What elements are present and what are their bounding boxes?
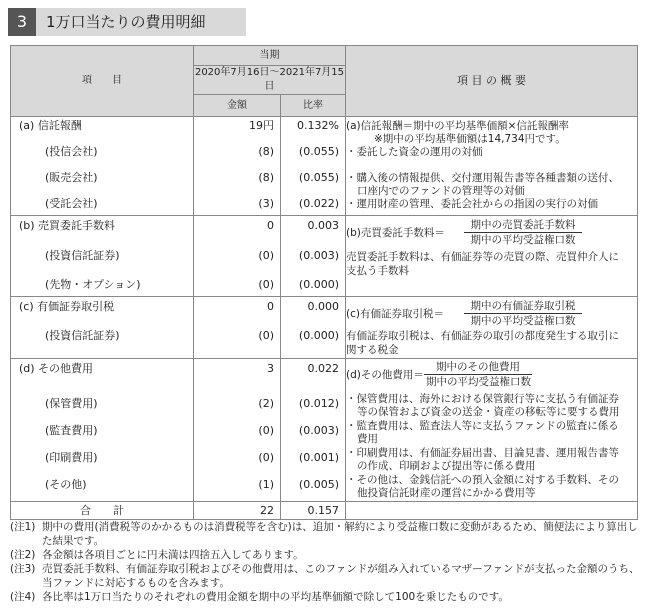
formula-denominator: 期中の平均受益権口数 — [470, 315, 576, 327]
row-ratio: 0.003 — [307, 219, 339, 232]
formula-fraction — [424, 360, 532, 389]
row-amount: (0) — [258, 249, 274, 262]
note-text: 各金額は各項目ごとに円未満は四捨五入してあります。 — [42, 549, 304, 561]
note-text: 売買委託手数料、有価証券取引税およびその他費用は、このファンドが組み入れているマザーファンドが支払った金額のうち、当ファンドに対応するものを含みます。 — [42, 563, 640, 589]
desc-line: の作成、印刷および提出等に係る費用 — [357, 460, 536, 472]
row-label: (印刷費用) — [45, 451, 98, 464]
desc-line: 口座内でのファンドの管理等の対価 — [357, 185, 525, 197]
row-label: (b) 売買委託手数料 — [19, 219, 116, 232]
formula-denominator: 期中の平均受益権口数 — [426, 376, 531, 388]
group-d-items — [11, 359, 194, 502]
group-b-amounts — [194, 216, 281, 297]
row-label: (受託会社) — [45, 197, 98, 210]
row-label: (販売会社) — [45, 171, 98, 184]
group-c-ratios — [281, 297, 346, 359]
desc-line: ・保管費用は、海外における保管銀行等に支払う有価証券 — [346, 393, 619, 405]
total-description — [346, 502, 638, 520]
row-ratio: (0.000) — [298, 329, 339, 342]
formula-lhs: (b)売買委託手数料＝ — [346, 227, 445, 239]
row-label: (d) その他費用 — [19, 362, 94, 375]
row-ratio: 0.132% — [297, 119, 339, 132]
row-amount: (0) — [258, 329, 274, 342]
group-b-ratios — [281, 216, 346, 297]
formula-fraction — [464, 299, 582, 328]
note-item — [10, 520, 640, 548]
desc-line: ※期中の平均基準価額は14,734円です。 — [374, 133, 566, 145]
group-a-description — [346, 117, 638, 216]
note-key: (注3) — [10, 563, 36, 575]
row-ratio: (0.022) — [298, 197, 339, 210]
group-d-ratios — [281, 359, 346, 502]
group-b-description — [346, 216, 638, 297]
row-label: (先物・オプション) — [45, 278, 141, 291]
desc-line: ・運用財産の管理、委託会社からの指図の実行の対価 — [346, 198, 598, 210]
desc-line: 支払う手数料 — [346, 265, 409, 277]
desc-line: ・購入後の情報提供、交付運用報告書等各種書類の送付、 — [346, 172, 619, 184]
section-header — [8, 8, 246, 36]
note-key: (注4) — [10, 591, 36, 603]
desc-line: ・監査費用は、監査法人等に支払うファンドの監査に係る — [346, 420, 619, 432]
total-label: 合 計 — [11, 502, 194, 520]
row-ratio: (0.003) — [298, 249, 339, 262]
desc-line: 売買委託手数料は、有価証券等の売買の際、売買仲介人に — [346, 251, 619, 263]
row-amount: 0 — [267, 300, 274, 313]
fee-table — [10, 45, 638, 520]
group-b-items — [11, 216, 194, 297]
row-amount: (3) — [258, 197, 274, 210]
note-key: (注2) — [10, 549, 36, 561]
group-c-description — [346, 297, 638, 359]
header-amount: 金額 — [194, 95, 281, 117]
note-text: 各比率は1万口当たりのそれぞれの費用金額を期中の平均基準価額で除して100を乗じたものです。 — [42, 591, 509, 603]
row-amount: (0) — [258, 278, 274, 291]
header-item: 項 目 — [11, 46, 194, 117]
row-label: (保管費用) — [45, 397, 98, 410]
desc-line: ・委託した資金の運用の対価 — [346, 146, 483, 158]
row-ratio: (0.001) — [298, 451, 339, 464]
row-ratio: (0.055) — [298, 171, 339, 184]
header-period: 当期 — [194, 46, 346, 66]
row-ratio: (0.000) — [298, 278, 339, 291]
notes — [10, 520, 640, 604]
group-d-description — [346, 359, 638, 502]
note-key: (注1) — [10, 521, 36, 533]
desc-line: 有価証券取引税は、有価証券の取引の都度発生する取引に — [346, 330, 619, 342]
row-amount: 0 — [267, 219, 274, 232]
row-amount: 19円 — [249, 119, 274, 132]
note-item — [10, 562, 640, 590]
row-ratio: (0.055) — [298, 145, 339, 158]
row-ratio: 0.022 — [307, 362, 339, 375]
formula-numerator: 期中のその他費用 — [424, 360, 532, 375]
row-amount: (0) — [258, 424, 274, 437]
total-amount: 22 — [194, 502, 281, 520]
formula-lhs: (c)有価証券取引税＝ — [346, 308, 444, 320]
formula-numerator: 期中の売買委託手数料 — [464, 218, 582, 233]
row-label: (監査費用) — [45, 424, 98, 437]
desc-line: (a)信託報酬＝期中の平均基準価額×信託報酬率 — [346, 120, 569, 132]
desc-line: 費用 — [357, 433, 378, 445]
desc-line: ・印刷費用は、有価証券届出書、目論見書、運用報告書等 — [346, 447, 619, 459]
row-label: (その他) — [45, 478, 87, 491]
row-ratio: (0.005) — [298, 478, 339, 491]
formula-fraction — [464, 218, 582, 247]
formula-denominator: 期中の平均受益権口数 — [470, 234, 576, 246]
row-ratio: (0.012) — [298, 397, 339, 410]
desc-line: 等の保管および資金の送金・資産の移転等に要する費用 — [357, 406, 620, 418]
group-c-amounts — [194, 297, 281, 359]
desc-line: 他投資信託財産の運営にかかる費用等 — [357, 487, 536, 499]
row-amount: (0) — [258, 451, 274, 464]
row-amount: 3 — [267, 362, 274, 375]
row-amount: (2) — [258, 397, 274, 410]
row-amount: (1) — [258, 478, 274, 491]
total-ratio: 0.157 — [281, 502, 346, 520]
header-summary: 項 目 の 概 要 — [346, 46, 638, 117]
group-a-amounts — [194, 117, 281, 216]
group-d-amounts — [194, 359, 281, 502]
group-c-items — [11, 297, 194, 359]
desc-line: ・その他は、金銭信託への預入金額に対する手数料、その — [346, 474, 619, 486]
group-a-items — [11, 117, 194, 216]
row-label: (c) 有価証券取引税 — [19, 300, 115, 313]
note-text: 期中の費用(消費税等のかかるものは消費税等を含む)は、追加・解約により受益権口数に変動があるため、簡便法により算出した結果です。 — [42, 521, 638, 547]
row-amount: (8) — [258, 171, 274, 184]
note-item — [10, 590, 640, 604]
formula-numerator: 期中の有価証券取引税 — [464, 299, 582, 314]
row-label: (a) 信託報酬 — [19, 119, 82, 132]
desc-line: 関する税金 — [346, 344, 399, 356]
header-ratio: 比率 — [281, 95, 346, 117]
formula-lhs: (d)その他費用＝ — [346, 369, 424, 381]
group-a-ratios — [281, 117, 346, 216]
section-number: 3 — [8, 8, 36, 36]
note-item — [10, 548, 640, 562]
row-label: (投資信託証券) — [45, 329, 120, 342]
row-amount: (8) — [258, 145, 274, 158]
header-period-range: 2020年7月16日～2021年7月15日 — [194, 66, 346, 95]
row-label: (投信会社) — [45, 145, 98, 158]
row-ratio: 0.000 — [307, 300, 339, 313]
section-title: 1万口当たりの費用明細 — [46, 13, 206, 31]
row-ratio: (0.003) — [298, 424, 339, 437]
row-label: (投資信託証券) — [45, 249, 120, 262]
